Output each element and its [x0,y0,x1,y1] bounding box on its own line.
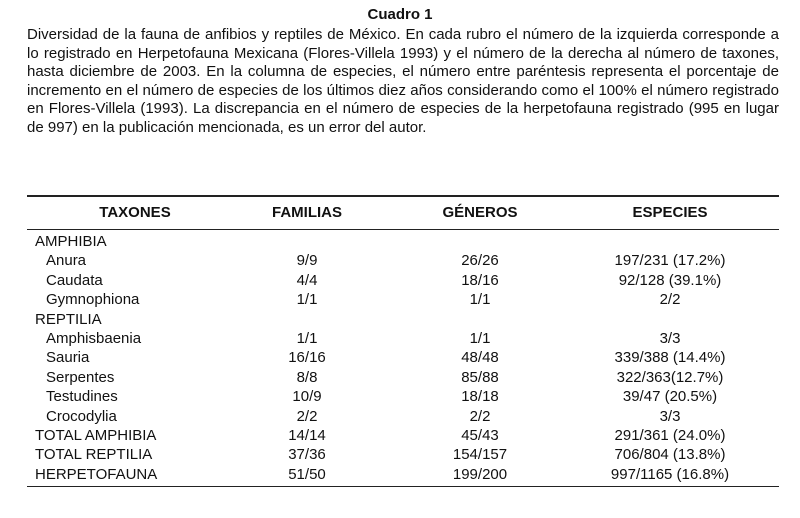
table-row [0,465,800,484]
taxon-cell: TOTAL REPTILIA [35,446,153,464]
taxon-cell: AMPHIBIA [35,233,107,250]
especies-cell: 322/363(12.7%) [616,368,724,386]
familias-cell: 51/50 [288,465,326,483]
table-title: Cuadro 1 [367,6,433,23]
familias-cell: 2/2 [296,407,318,425]
table-caption: Diversidad de la fauna de anfibios y reptiles de México. En cada rubro el número de la izquierda corresponde a lo registrado en Herpetofauna Mexicana (Flores-Villela 1993) y el número de la derecha al número de taxones, hasta diciembre de 2003. En la columna de especies, el número entre paréntesis representa el porcentaje de incremento en el número de especies de los últimos diez años considerando como el 100% el número registrado en Flores-Villela (1993). La discrepancia en el número de especies de la herpetofauna registrado (995 en lugar de 997) en la publicación mencionada, es un error del autor. [27,26,779,136]
table-row [0,251,800,270]
taxon-cell: Gymnophiona [46,291,140,309]
table-row [0,407,800,426]
especies-cell: 291/361 (24.0%) [614,426,726,444]
taxon-cell: TOTAL AMPHIBIA [35,426,157,444]
table-row [0,310,800,329]
generos-cell: 26/26 [461,252,499,270]
table-row [0,445,800,464]
taxon-cell: Serpentes [46,368,115,386]
generos-cell: 1/1 [469,329,491,347]
taxon-cell: HERPETOFAUNA [35,465,158,483]
generos-cell: 18/18 [461,388,499,406]
familias-cell: 14/14 [288,426,326,444]
familias-cell: 9/9 [296,252,318,270]
table-row [0,368,800,387]
table-row [0,329,800,348]
familias-cell: 4/4 [296,271,318,289]
table-row [0,232,800,251]
familias-cell: 16/16 [288,349,326,367]
especies-cell: 39/47 (20.5%) [622,388,718,406]
table-header-row [0,204,800,224]
generos-cell: 2/2 [469,407,491,425]
generos-cell: 45/43 [461,426,499,444]
generos-cell: 199/200 [452,465,508,483]
familias-cell: 1/1 [296,291,318,309]
table-row [0,426,800,445]
table-header-rule [27,229,779,230]
table-row [0,387,800,406]
taxon-cell: Sauria [46,349,90,367]
especies-cell: 997/1165 (16.8%) [610,465,730,483]
header-especies: ESPECIES [632,204,708,221]
table-bottom-rule [27,486,779,487]
familias-cell: 10/9 [292,388,322,406]
generos-cell: 48/48 [461,349,499,367]
taxon-cell: Anura [46,252,87,270]
table-row [0,271,800,290]
taxon-cell: Caudata [46,271,103,289]
familias-cell: 1/1 [296,329,318,347]
header-familias: FAMILIAS [272,204,342,221]
especies-cell: 3/3 [659,329,681,347]
generos-cell: 154/157 [452,446,508,464]
table-body [0,232,800,484]
table-top-rule [27,195,779,197]
familias-cell: 37/36 [288,446,326,464]
header-taxones: TAXONES [99,204,171,221]
taxon-cell: Crocodylia [46,407,117,425]
taxon-cell: Testudines [46,388,118,406]
table-row [0,290,800,309]
generos-cell: 1/1 [469,291,491,309]
generos-cell: 18/16 [461,271,499,289]
taxon-cell: REPTILIA [35,310,102,328]
taxon-cell: Amphisbaenia [46,329,142,347]
especies-cell: 339/388 (14.4%) [614,349,726,367]
header-generos: GÉNEROS [442,204,518,221]
familias-cell: 8/8 [296,368,318,386]
especies-cell: 3/3 [659,407,681,425]
especies-cell: 92/128 (39.1%) [618,271,722,289]
generos-cell: 85/88 [461,368,499,386]
especies-cell: 2/2 [659,291,681,309]
table-row [0,348,800,367]
especies-cell: 706/804 (13.8%) [614,446,726,464]
especies-cell: 197/231 (17.2%) [614,252,726,270]
